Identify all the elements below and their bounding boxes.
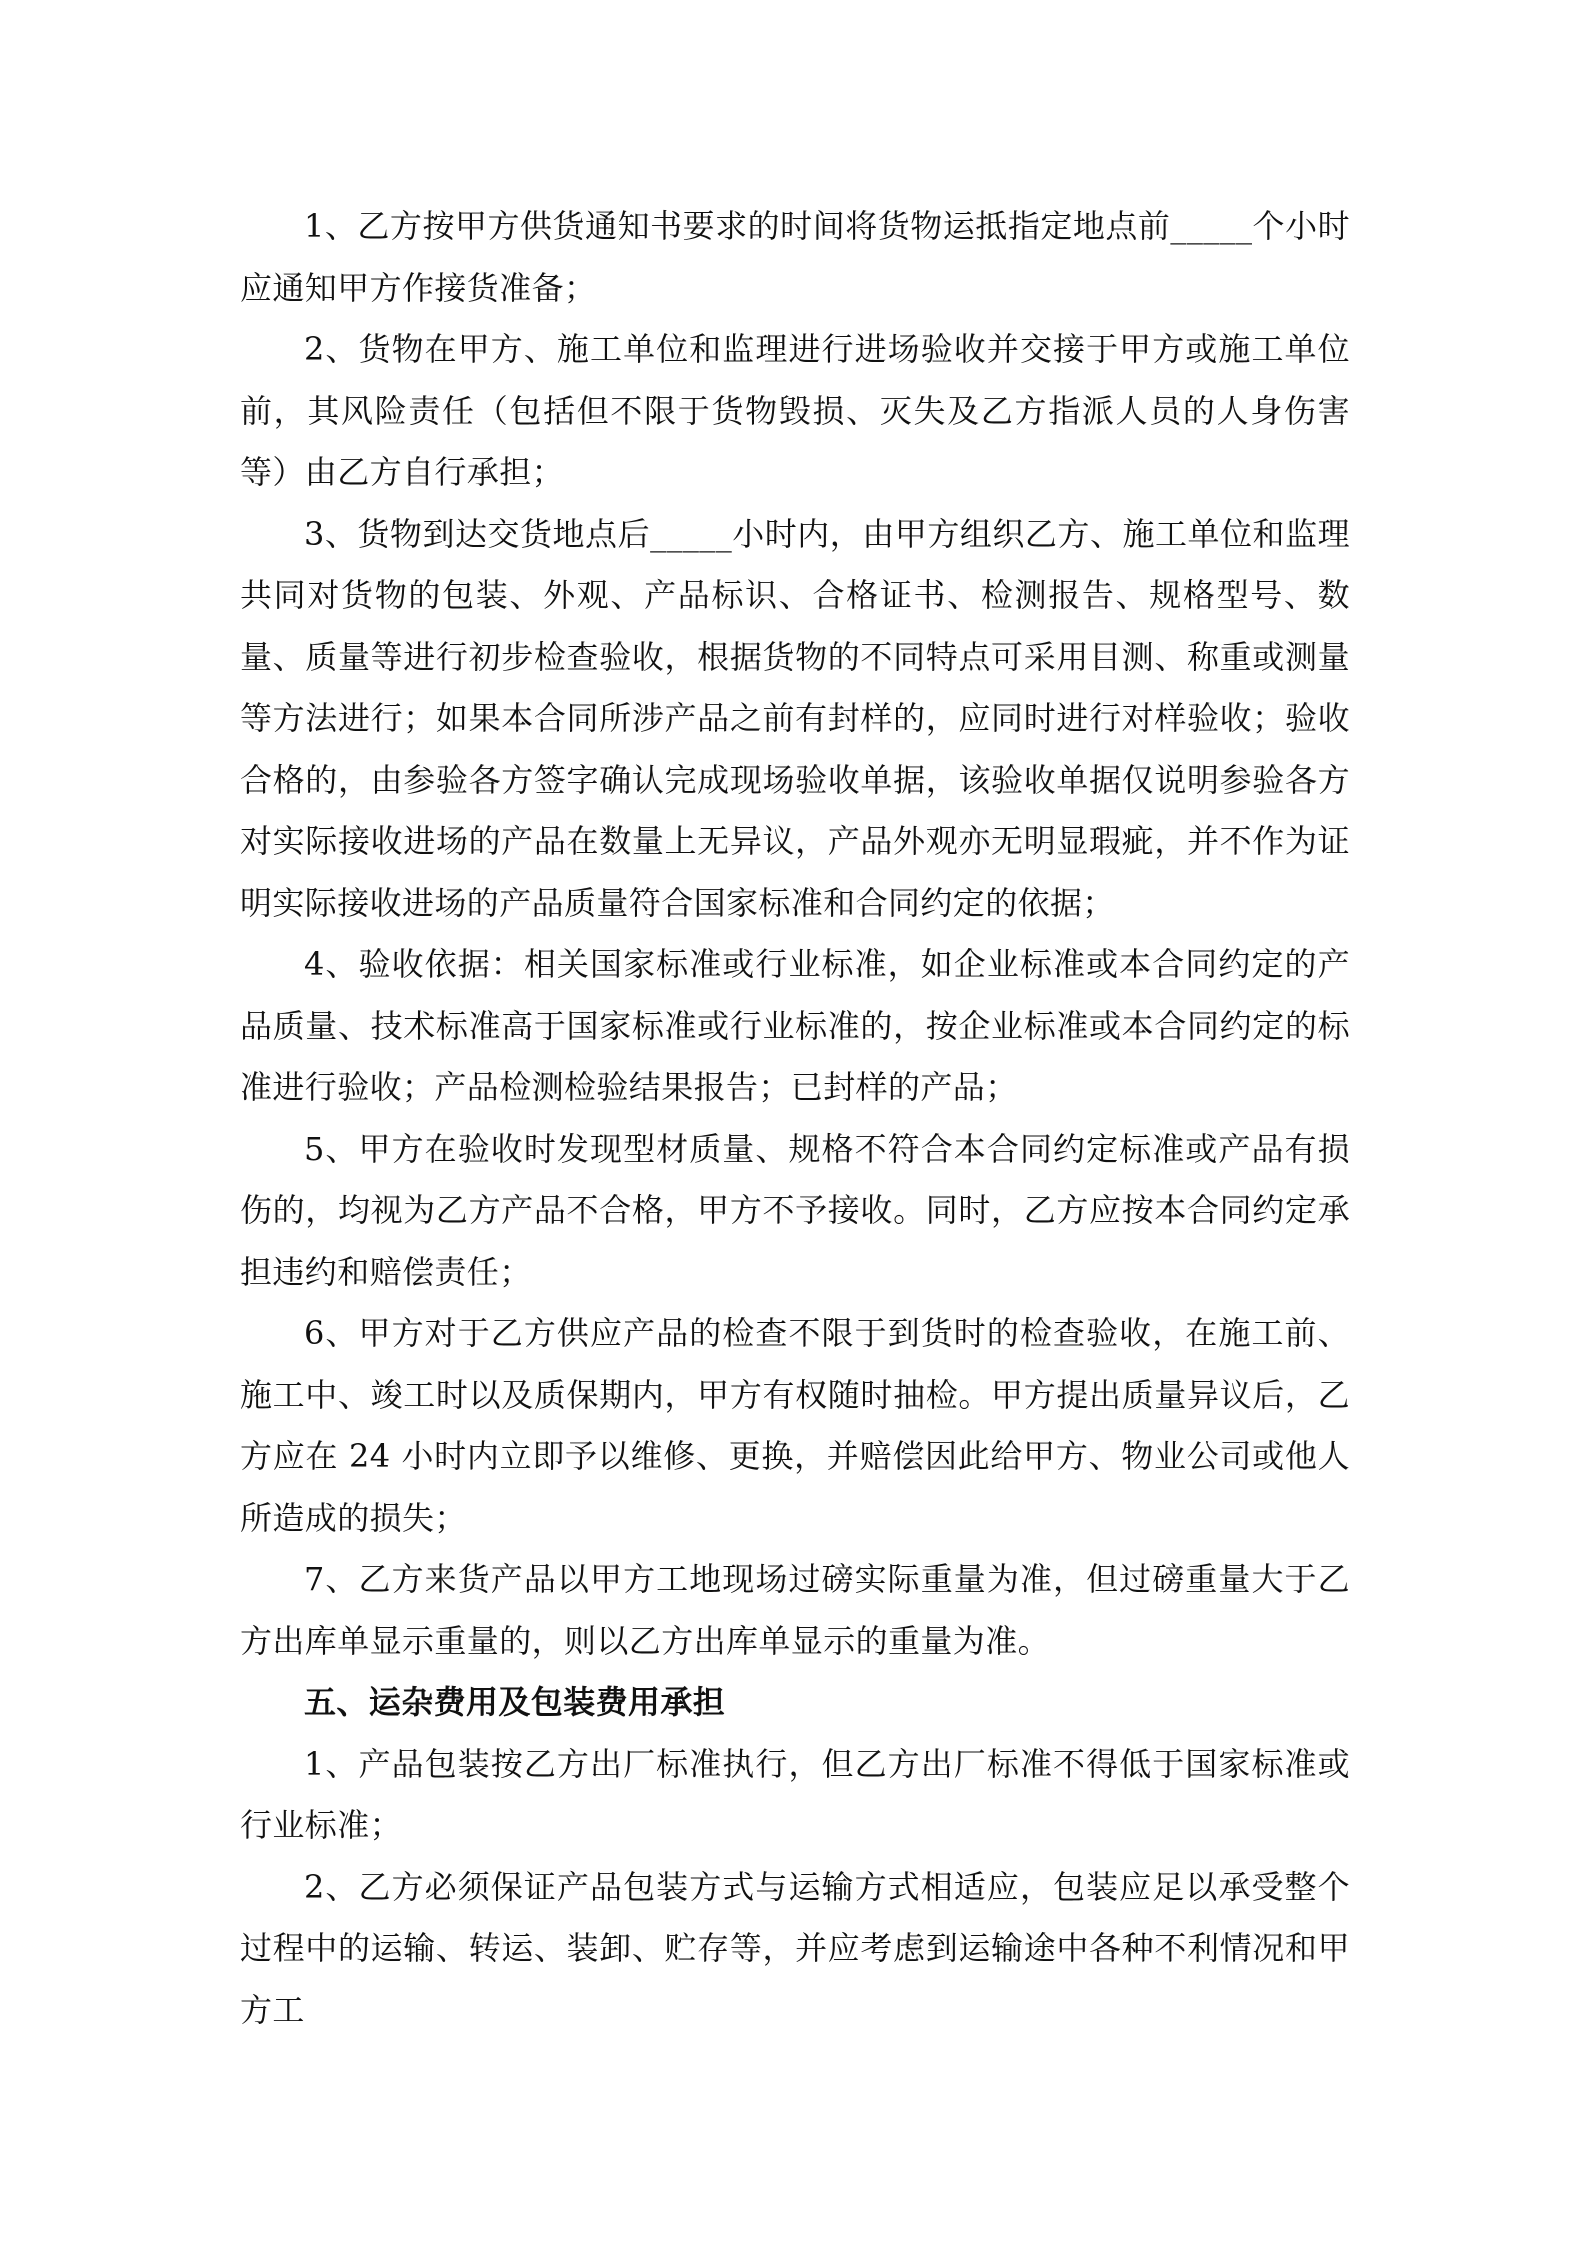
clause-7-paragraph: 7、乙方来货产品以甲方工地现场过磅实际重量为准，但过磅重量大于乙方出库单显示重量的，则以乙方出库单显示的重量为准。 <box>240 1560 1350 1660</box>
clause-1-paragraph: 1、乙方按甲方供货通知书要求的时间将货物运抵指定地点前_____个小时应通知甲方作接货准备； <box>240 207 1350 307</box>
clause-2-paragraph: 2、货物在甲方、施工单位和监理进行进场验收并交接于甲方或施工单位前，其风险责任（包括但不限于货物毁损、灭失及乙方指派人员的人身伤害等）由乙方自行承担； <box>240 330 1350 491</box>
section-clause-1-paragraph: 1、产品包装按乙方出厂标准执行，但乙方出厂标准不得低于国家标准或行业标准； <box>240 1744 1350 1844</box>
clause-5-paragraph: 5、甲方在验收时发现型材质量、规格不符合本合同约定标准或产品有损伤的，均视为乙方产品不合格，甲方不予接收。同时，乙方应按本合同约定承担违约和赔偿责任； <box>240 1129 1350 1291</box>
clause-3-paragraph: 3、货物到达交货地点后_____小时内，由甲方组织乙方、施工单位和监理共同对货物的包装、外观、产品标识、合格证书、检测报告、规格型号、数量、质量等进行初步检查验收，根据货物的不同特点可采用目测、称重或测量等方法进行；如果本合同所涉产品之前有封样的，应同时进行对样验收；验收合格的，由参验各方签字确认完成现场验收单据，该验收单据仅说明参验各方对实际接收进场的产品在数量上无异议，产品外观亦无明显瑕疵，并不作为证明实际接收进场的产品质量符合国家标准和合同约定的依据； <box>240 514 1350 922</box>
clause-4-paragraph: 4、验收依据：相关国家标准或行业标准，如企业标准或本合同约定的产品质量、技术标准高于国家标准或行业标准的，按企业标准或本合同约定的标准进行验收；产品检测检验结果报告；已封样的产品； <box>240 945 1350 1106</box>
section-clause-2-paragraph: 2、乙方必须保证产品包装方式与运输方式相适应，包装应足以承受整个过程中的运输、转运、装卸、贮存等，并应考虑到运输途中各种不利情况和甲方工 <box>240 1867 1350 2029</box>
section-heading: 五、运杂费用及包装费用承担 <box>304 1683 726 1721</box>
document-page <box>240 196 1350 2041</box>
clause-6-paragraph: 6、甲方对于乙方供应产品的检查不限于到货时的检查验收，在施工前、施工中、竣工时以及质保期内，甲方有权随时抽检。甲方提出质量异议后，乙方应在 24 小时内立即予以维修、更换，并赔偿因此给甲方、物业公司或他人所造成的损失； <box>240 1314 1350 1537</box>
